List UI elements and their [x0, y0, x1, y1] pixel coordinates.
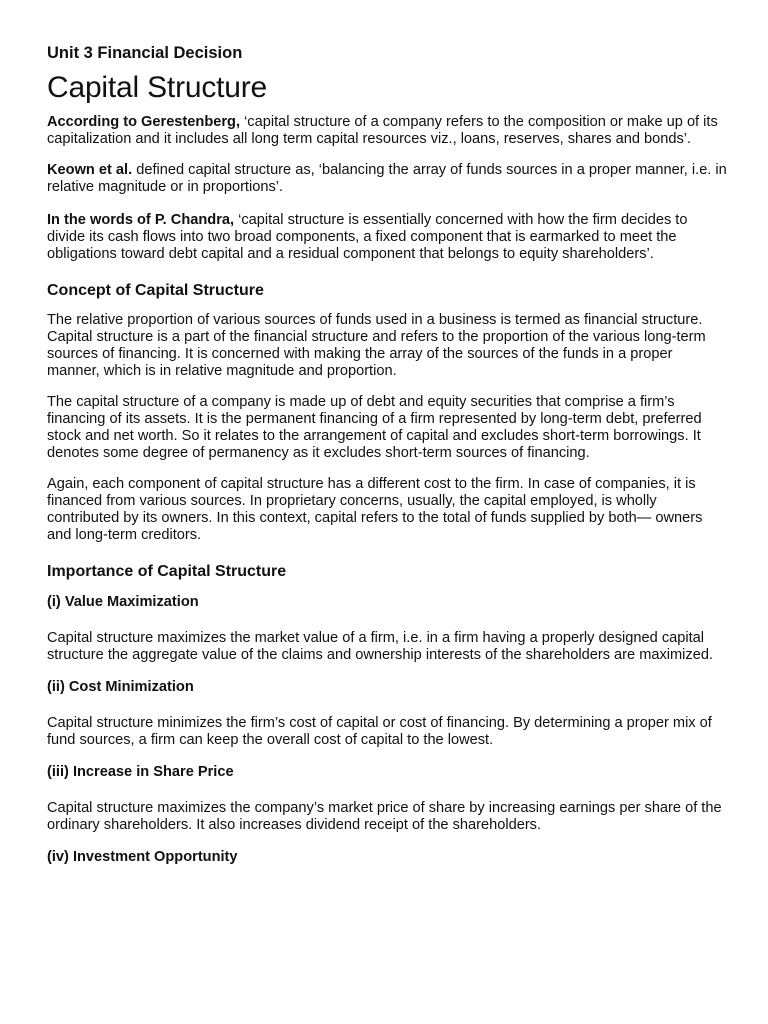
- definition-gerestenberg: [47, 114, 727, 148]
- definition-text: ‘capital structure is essentially concerned with how the firm decides to divide its cash flows into two broad components, a fixed component that is earmarked to meet the obligations toward debt capital and a residual component that belongs to equity shareholders’.: [47, 212, 688, 262]
- definition-author: Keown et al.: [47, 162, 133, 178]
- definition-author: In the words of P. Chandra,: [47, 212, 235, 228]
- concept-paragraph: The capital structure of a company is made up of debt and equity securities that comprise a firm’s financing of its assets. It is the permanent financing of a firm represented by long-term debt, preferred stock and net worth. So it relates to the arrangement of capital and excludes short-term borrowings. It denotes some degree of permanency as it excludes short-term sources of financing.: [47, 394, 702, 461]
- subheading-investment-opportunity: (iv) Investment Opportunity: [47, 849, 238, 865]
- concept-paragraph: Again, each component of capital structure has a different cost to the firm. In case of companies, it is financed from various sources. In proprietary concerns, usually, the capital employed, is wholly contributed by its owners. In this context, capital refers to the total of funds supplied by both— owners and long-term creditors.: [47, 476, 703, 543]
- importance-paragraph: Capital structure minimizes the firm’s cost of capital or cost of financing. By determining a proper mix of fund sources, a firm can keep the overall cost of capital to the lowest.: [47, 715, 712, 748]
- page-title: Capital Structure: [47, 71, 268, 104]
- unit-title: Unit 3 Financial Decision: [47, 44, 243, 62]
- importance-paragraph: Capital structure maximizes the company’s market price of share by increasing earnings per share of the ordinary shareholders. It also increases dividend receipt of the shareholders.: [47, 800, 722, 833]
- subheading-value-maximization: (i) Value Maximization: [47, 594, 199, 610]
- concept-paragraph: The relative proportion of various sources of funds used in a business is termed as financial structure. Capital structure is a part of the financial structure and refers to the proportion of the various long-term sources of financing. It is concerned with making the array of the sources of the funds in a proper manner, which is in relative magnitude and proportion.: [47, 312, 706, 379]
- definition-text: ‘capital structure of a company refers to the composition or make up of its capitalization and it includes all long term capital resources viz., loans, reserves, shares and bonds’.: [47, 114, 718, 147]
- definition-chandra: [47, 212, 727, 263]
- definition-keown: [47, 162, 727, 196]
- subheading-cost-minimization: (ii) Cost Minimization: [47, 679, 194, 695]
- importance-paragraph: Capital structure maximizes the market value of a firm, i.e. in a firm having a properly designed capital structure the aggregate value of the claims and ownership interests of the shareholders are maximized.: [47, 630, 713, 663]
- document-page: [47, 42, 727, 885]
- subheading-increase-share-price: (iii) Increase in Share Price: [47, 764, 234, 780]
- section-heading-concept: Concept of Capital Structure: [47, 282, 264, 299]
- section-heading-importance: Importance of Capital Structure: [47, 563, 287, 580]
- definition-text: defined capital structure as, ‘balancing the array of funds sources in a proper manner, i.e. in relative magnitude or in proportions’.: [47, 162, 727, 195]
- definition-author: According to Gerestenberg,: [47, 114, 240, 130]
